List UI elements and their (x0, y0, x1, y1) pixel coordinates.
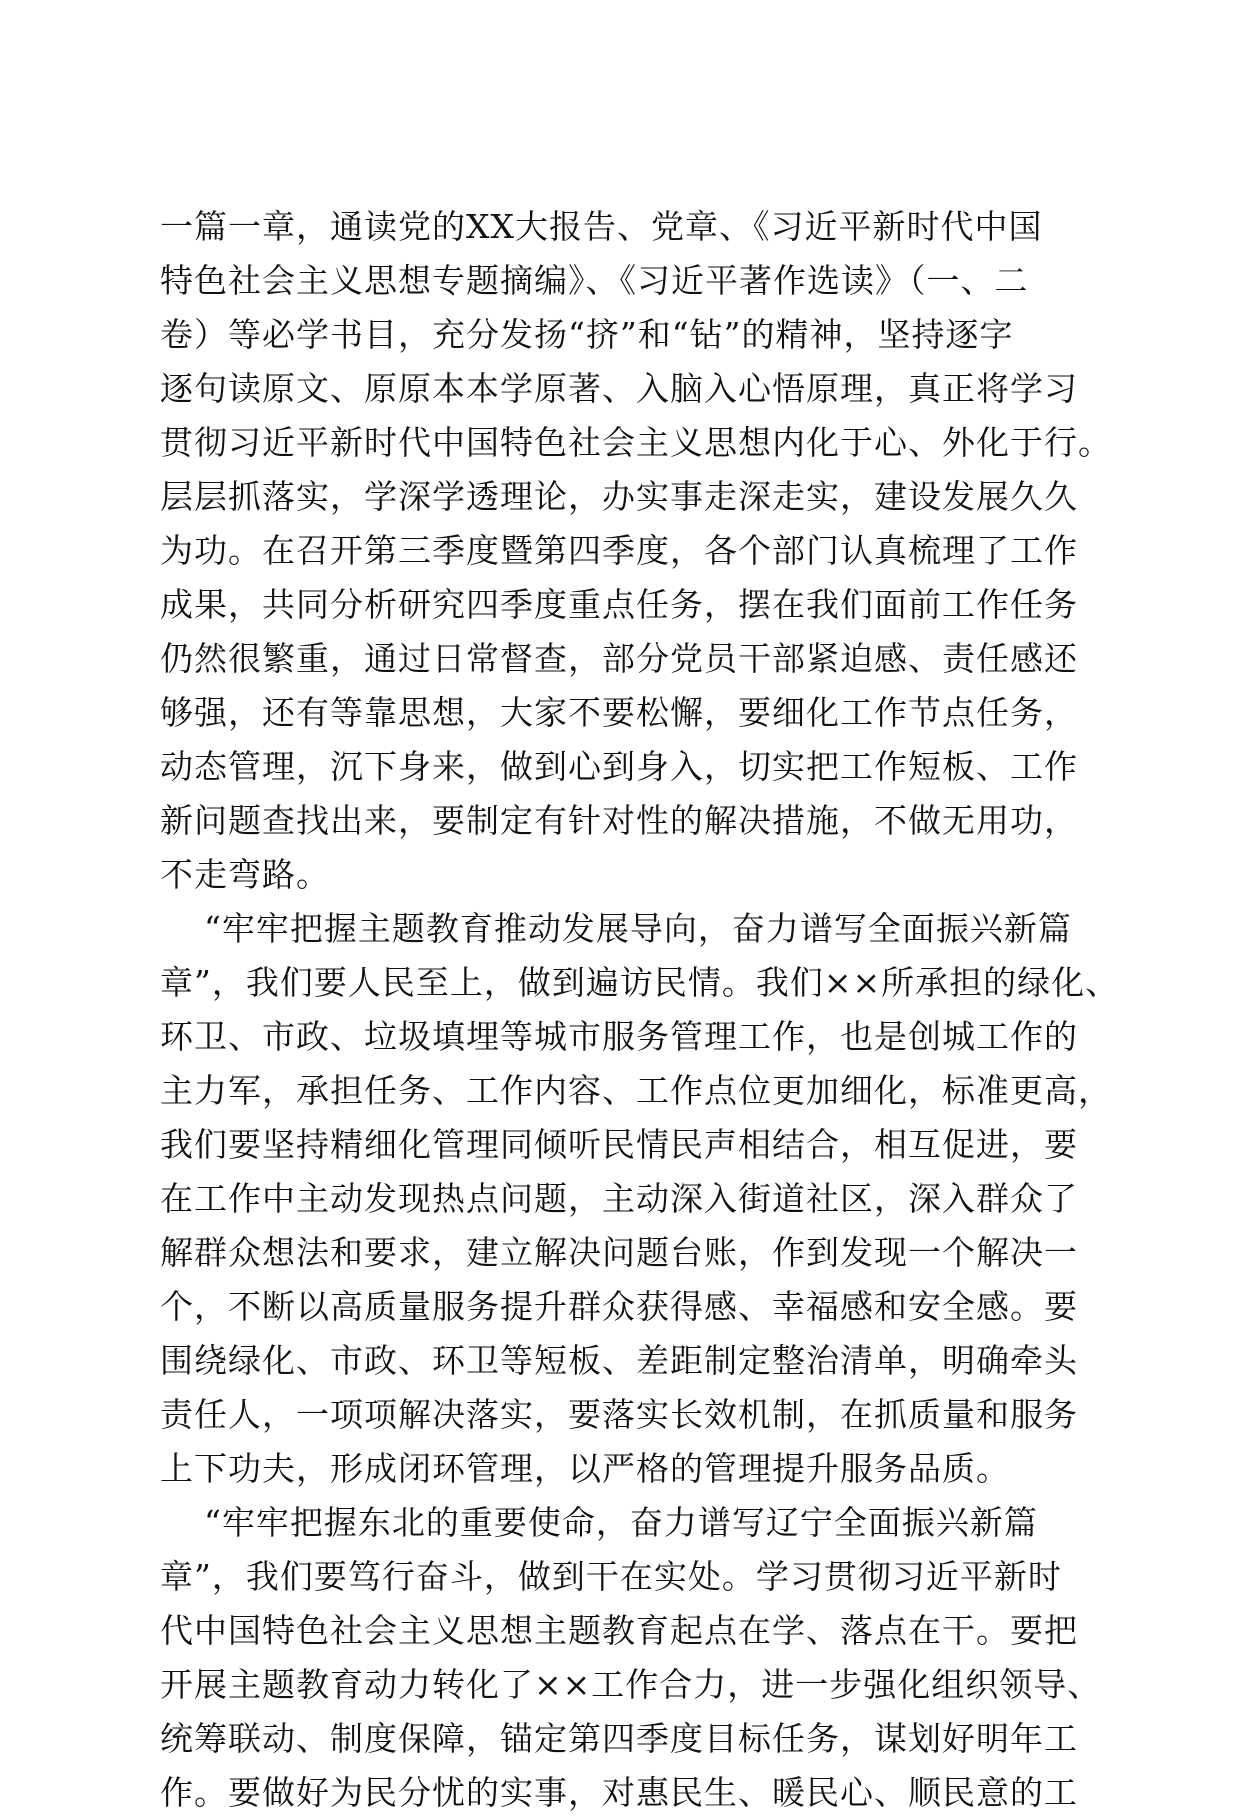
text-line: 围绕绿化、市政、环卫等短板、差距制定整治清单，明确牵头 (160, 1341, 1078, 1380)
text-line: 章”，我们要人民至上，做到遍访民情。我们××所承担的绿化、 (160, 963, 1120, 1002)
text-line: 代中国特色社会主义思想主题教育起点在学、落点在干。要把 (160, 1611, 1078, 1650)
text-line: 解群众想法和要求，建立解决问题台账，作到发现一个解决一 (160, 1233, 1078, 1272)
paragraph-first-line: “牢牢把握东北的重要使命，奋力谱写辽宁全面振兴新篇 (204, 1503, 1038, 1542)
paragraph-first-line: “牢牢把握主题教育推动发展导向，奋力谱写全面振兴新篇 (204, 909, 1072, 948)
text-line: 新问题查找出来，要制定有针对性的解决措施，不做无用功， (160, 801, 1078, 840)
text-line: 层层抓落实，学深学透理论，办实事走深走实，建设发展久久 (160, 477, 1078, 516)
text-line: 贯彻习近平新时代中国特色社会主义思想内化于心、外化于行。 (160, 423, 1112, 462)
text-line: 逐句读原文、原原本本学原著、入脑入心悟原理，真正将学习 (160, 369, 1078, 408)
text-line: 环卫、市政、垃圾填埋等城市服务管理工作，也是创城工作的 (160, 1017, 1078, 1056)
text-line: 成果，共同分析研究四季度重点任务，摆在我们面前工作任务 (160, 585, 1078, 624)
text-line: 章”，我们要笃行奋斗，做到干在实处。学习贯彻习近平新时 (160, 1557, 1062, 1596)
text-line: 开展主题教育动力转化了××工作合力，进一步强化组织领导、 (160, 1665, 1102, 1704)
text-line: 为功。在召开第三季度暨第四季度，各个部门认真梳理了工作 (160, 531, 1078, 570)
document-body (160, 200, 1120, 1820)
text-line: 我们要坚持精细化管理同倾听民情民声相结合，相互促进，要 (160, 1125, 1078, 1164)
text-line: 责任人，一项项解决落实，要落实长效机制，在抓质量和服务 (160, 1395, 1078, 1434)
text-line: 一篇一章，通读党的XX大报告、党章、《习近平新时代中国 (160, 207, 1043, 246)
text-line: 个，不断以高质量服务提升群众获得感、幸福感和安全感。要 (160, 1287, 1078, 1326)
text-line: 在工作中主动发现热点问题，主动深入街道社区，深入群众了 (160, 1179, 1078, 1218)
text-line: 特色社会主义思想专题摘编》、《习近平著作选读》（一、二 (160, 261, 1029, 300)
text-line: 仍然很繁重，通过日常督查，部分党员干部紧迫感、责任感还 (160, 639, 1078, 678)
text-line: 作。要做好为民分忧的实事，对惠民生、暖民心、顺民意的工 (160, 1773, 1078, 1812)
text-line: 够强，还有等靠思想，大家不要松懈，要细化工作节点任务， (160, 693, 1078, 732)
text-line: 统筹联动、制度保障，锚定第四季度目标任务，谋划好明年工 (160, 1719, 1078, 1758)
text-line: 不走弯路。 (160, 855, 330, 894)
text-line: 上下功夫，形成闭环管理，以严格的管理提升服务品质。 (160, 1449, 1010, 1488)
text-line: 主力军，承担任务、工作内容、工作点位更加细化，标准更高， (160, 1071, 1112, 1110)
text-line: 动态管理，沉下身来，做到心到身入，切实把工作短板、工作 (160, 747, 1078, 786)
text-line: 卷）等必学书目，充分发扬“挤”和“钻”的精神，坚持逐字 (160, 315, 1014, 354)
